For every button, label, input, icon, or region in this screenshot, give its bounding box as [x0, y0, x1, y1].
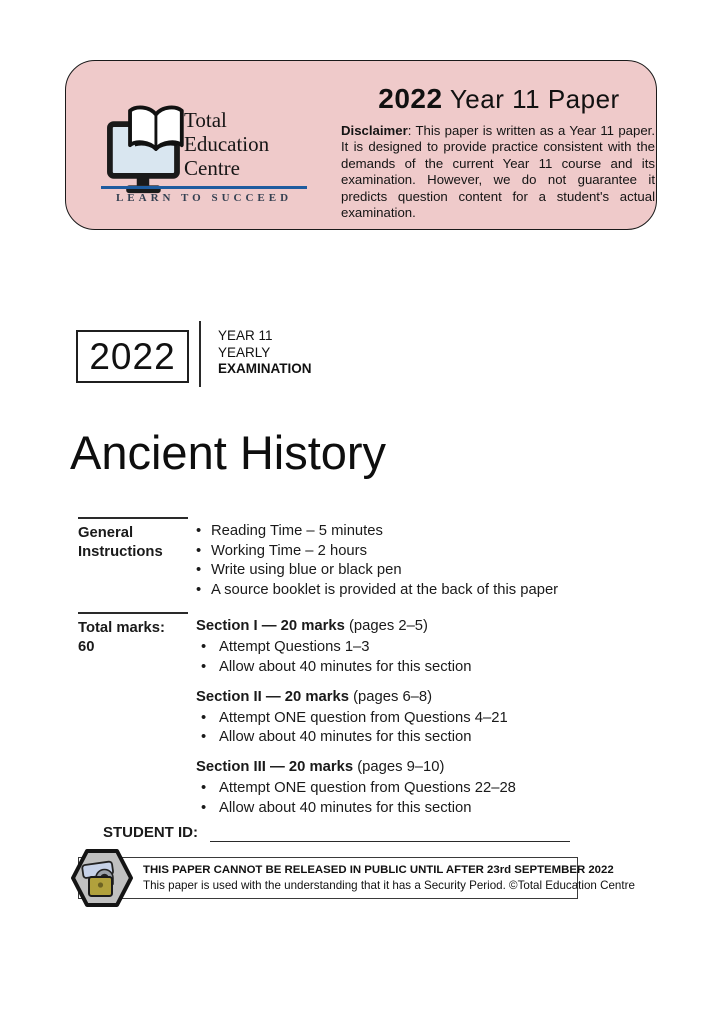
list-item	[196, 542, 666, 561]
bullet-icon	[196, 522, 211, 541]
list-item	[196, 561, 666, 580]
bullet-icon	[201, 638, 219, 657]
logo-word-1: Total	[184, 108, 227, 132]
exam-line-yearly: YEARLY	[218, 344, 271, 360]
security-lock-icon	[70, 848, 134, 908]
instruction-text: Working Time – 2 hours	[211, 542, 367, 559]
disclaimer-label: Disclaimer	[341, 123, 408, 138]
list-item	[201, 709, 666, 728]
bullet-icon	[201, 709, 219, 728]
section-3-title: Section III — 20 marks	[196, 759, 354, 775]
section-1-heading	[196, 617, 666, 636]
list-item	[201, 779, 666, 798]
banner-title-year: 2022	[378, 83, 443, 114]
section-3	[196, 758, 666, 818]
list-item	[201, 799, 666, 818]
exam-line-examination: EXAMINATION	[218, 361, 312, 376]
section-1	[196, 617, 666, 677]
section-instruction: Allow about 40 minutes for this section	[219, 658, 472, 675]
bullet-icon	[201, 728, 219, 747]
banner-title	[344, 83, 654, 115]
section-instruction: Attempt ONE question from Questions 4–21	[219, 709, 508, 726]
section-1-pages: (pages 2–5)	[348, 618, 428, 634]
list-item	[201, 638, 666, 657]
label-general: General	[78, 525, 134, 541]
banner-title-rest: Year 11 Paper	[449, 84, 620, 114]
list-item	[196, 522, 666, 541]
student-id-row	[103, 824, 570, 842]
logo-wordmark	[184, 108, 324, 180]
section-2-heading	[196, 688, 666, 707]
year-divider	[199, 321, 201, 387]
section-instruction: Allow about 40 minutes for this section	[219, 729, 472, 745]
list-item	[201, 658, 666, 677]
section-instruction: Allow about 40 minutes for this section	[219, 799, 472, 816]
security-notice-box	[78, 857, 635, 899]
general-instructions-list	[196, 517, 666, 600]
section-1-title: Section I — 20 marks	[196, 618, 345, 634]
section-3-pages: (pages 9–10)	[357, 759, 445, 775]
bullet-icon	[201, 779, 219, 798]
list-item	[196, 581, 666, 600]
exam-type-lines	[218, 328, 312, 378]
section-2-pages: (pages 6–8)	[353, 688, 433, 705]
section-2	[196, 688, 666, 748]
disclaimer-text	[341, 123, 655, 221]
instruction-text: Reading Time – 5 minutes	[211, 523, 383, 539]
instruction-text: Write using blue or black pen	[211, 562, 402, 578]
list-item	[201, 728, 666, 747]
total-marks-row	[78, 612, 666, 818]
logo-divider-line	[101, 186, 307, 189]
page-title: Ancient History	[70, 426, 387, 479]
section-2-title: Section II — 20 marks	[196, 688, 349, 705]
total-marks-value: 60	[78, 638, 95, 655]
section-3-heading	[196, 758, 666, 777]
logo-word-2: Education	[184, 132, 270, 156]
sections-list	[196, 612, 666, 818]
bullet-icon	[196, 542, 211, 561]
logo-tagline: LEARN TO SUCCEED	[115, 192, 293, 204]
disclaimer-body: : This paper is written as a Year 11 paper. It is designed to provide practice consistent with the demands of the current Year 11 course and its examination. However, we do not guarantee it predicts question content for a student's actual examination.	[341, 123, 655, 221]
bullet-icon	[196, 581, 211, 600]
general-instructions-label	[78, 517, 188, 561]
general-instructions-row	[78, 517, 666, 600]
label-instructions: Instructions	[78, 543, 163, 560]
year-box: 2022	[76, 330, 189, 383]
student-id-blank-line	[210, 824, 570, 842]
security-notice-line2: This paper is used with the understanding that it has a Security Period. ©Total Education Centre	[143, 879, 635, 892]
bullet-icon	[196, 561, 211, 580]
section-instruction: Attempt ONE question from Questions 22–28	[219, 780, 516, 796]
logo-word-3: Centre	[184, 156, 240, 180]
bullet-icon	[201, 658, 219, 677]
section-instruction: Attempt Questions 1–3	[219, 639, 370, 655]
label-total-marks: Total marks:	[78, 620, 165, 636]
total-marks-label	[78, 612, 188, 656]
bullet-icon	[201, 799, 219, 818]
security-notice-line1: THIS PAPER CANNOT BE RELEASED IN PUBLIC UNTIL AFTER 23rd SEPTEMBER 2022	[143, 864, 614, 876]
header-banner	[65, 60, 657, 230]
instruction-text: A source booklet is provided at the back of this paper	[211, 581, 559, 598]
student-id-label: STUDENT ID:	[103, 824, 198, 841]
exam-line-year: YEAR 11	[218, 328, 273, 343]
